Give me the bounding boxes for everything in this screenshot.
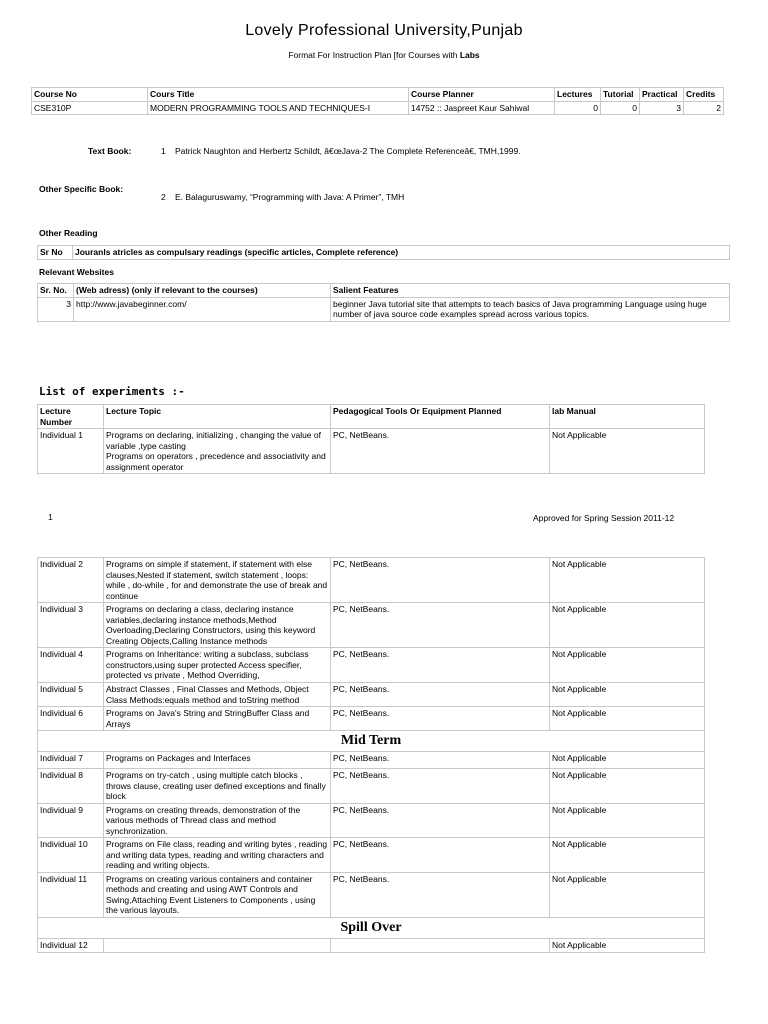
lecture-number: Individual 5 <box>38 683 104 707</box>
lecture-number: Individual 2 <box>38 558 104 603</box>
page-number: 1 <box>48 512 53 522</box>
websites-table <box>37 283 730 322</box>
lecture-number: Individual 8 <box>38 769 104 804</box>
lecture-topic: Programs on creating various containers and container methods and creating and using AWT Controls and Swing,Attaching Event Listeners to Components , using the various layouts. <box>104 872 331 917</box>
lecture-number: Individual 10 <box>38 838 104 873</box>
website-features: beginner Java tutorial site that attempts to teach basics of Java programming Language using huge number of java source code examples spread across various topics. <box>331 297 730 321</box>
experiment-row <box>38 429 705 474</box>
lecture-topic: Programs on declaring a class, declaring instance variables,declaring instance methods,Method Overloading,Declaring Constructors, using this keyword Creating Objects,Calling Instance methods <box>104 603 331 648</box>
lecture-number: Individual 6 <box>38 707 104 731</box>
col-web-address: (Web adress) (only if relevant to the courses) <box>74 284 331 298</box>
col-pedagogical-tools: Pedagogical Tools Or Equipment Planned <box>331 405 550 429</box>
lab-manual: Not Applicable <box>550 803 705 838</box>
subtitle-labs: Labs <box>459 50 480 60</box>
col-lectures: Lectures <box>555 88 601 102</box>
course-table-row <box>32 101 724 115</box>
lecture-topic: Programs on Inheritance: writing a subclass, subclass constructors,using super protected Access specifier, protected vs private , Method Overriding, <box>104 648 331 683</box>
lab-manual: Not Applicable <box>550 938 705 952</box>
lab-manual: Not Applicable <box>550 429 705 474</box>
col-course-planner: Course Planner <box>409 88 555 102</box>
pedagogical-tools <box>331 938 550 952</box>
col-tutorial: Tutorial <box>601 88 640 102</box>
lab-manual: Not Applicable <box>550 769 705 804</box>
pedagogical-tools: PC, NetBeans. <box>331 752 550 769</box>
experiment-row <box>38 769 705 804</box>
other-reading-table <box>37 245 730 260</box>
text-book-entry: Patrick Naughton and Herbertz Schildt, â€œJava-2 The Complete Referenceâ€, TMH,1999. <box>175 146 521 156</box>
subtitle-text: Format For Instruction Plan [for Courses with <box>288 50 460 60</box>
experiment-row <box>38 838 705 873</box>
other-book-number: 2 <box>161 192 166 202</box>
websites-header <box>38 284 730 298</box>
lecture-topic: Programs on declaring, initializing , changing the value of variable ,type casting Programs on operators , precedence and associativity and assignment operator <box>104 429 331 474</box>
col-salient-features: Salient Features <box>331 284 730 298</box>
lab-manual: Not Applicable <box>550 752 705 769</box>
experiment-row <box>38 938 705 952</box>
spill-over-row <box>38 917 705 938</box>
col-course-no: Course No <box>32 88 148 102</box>
col-journal-articles: Jouranls atricles as compulsary readings (specific articles, Complete reference) <box>73 246 730 260</box>
approval-note: Approved for Spring Session 2011-12 <box>533 513 675 523</box>
pedagogical-tools: PC, NetBeans. <box>331 429 550 474</box>
lecture-number: Individual 4 <box>38 648 104 683</box>
col-sr-no: Sr No <box>38 246 73 260</box>
experiment-row <box>38 603 705 648</box>
text-book-number: 1 <box>161 146 166 156</box>
col-practical: Practical <box>640 88 684 102</box>
lecture-topic <box>104 938 331 952</box>
lecture-number: Individual 7 <box>38 752 104 769</box>
other-book-entry: E. Balaguruswamy, “Programming with Java: A Primer”, TMH <box>175 192 405 202</box>
lecture-topic: Programs on simple if statement, if statement with else clauses,Nested if statement, switch statement , loops: while , do-while , for and demonstrate the use of break and continue <box>104 558 331 603</box>
experiments-table-page1 <box>37 404 705 474</box>
col-lab-manual: lab Manual <box>550 405 705 429</box>
tutorial-value: 0 <box>601 101 640 115</box>
other-reading-label: Other Reading <box>39 228 98 238</box>
other-book-label: Other Specific Book: <box>39 184 124 194</box>
experiment-row <box>38 558 705 603</box>
experiment-row <box>38 648 705 683</box>
lab-manual: Not Applicable <box>550 683 705 707</box>
experiment-row <box>38 707 705 731</box>
experiment-row <box>38 803 705 838</box>
col-credits: Credits <box>684 88 724 102</box>
lab-manual: Not Applicable <box>550 707 705 731</box>
lab-manual: Not Applicable <box>550 603 705 648</box>
other-reading-header <box>38 246 730 260</box>
lecture-topic: Programs on creating threads, demonstration of the various methods of Thread class and method synchronization. <box>104 803 331 838</box>
lecture-number: Individual 11 <box>38 872 104 917</box>
course-no: CSE310P <box>32 101 148 115</box>
mid-term-row <box>38 731 705 752</box>
course-table <box>31 87 724 115</box>
lecture-topic: Programs on File class, reading and writing bytes , reading and writing data types, reading and writing characters and reading and writing objects. <box>104 838 331 873</box>
experiments-heading: List of experiments :- <box>39 385 185 398</box>
text-book-label: Text Book: <box>88 146 132 156</box>
col-course-title: Cours Title <box>148 88 409 102</box>
lecture-number: Individual 9 <box>38 803 104 838</box>
experiments-header <box>38 405 705 429</box>
spill-over-heading: Spill Over <box>38 917 705 938</box>
pedagogical-tools: PC, NetBeans. <box>331 838 550 873</box>
col-lecture-number: Lecture Number <box>38 405 104 429</box>
lab-manual: Not Applicable <box>550 648 705 683</box>
websites-row <box>38 297 730 321</box>
pedagogical-tools: PC, NetBeans. <box>331 683 550 707</box>
website-sr-no: 3 <box>38 297 74 321</box>
course-title: MODERN PROGRAMMING TOOLS AND TECHNIQUES-I <box>148 101 409 115</box>
lectures-value: 0 <box>555 101 601 115</box>
lecture-topic: Programs on Java's String and StringBuffer Class and Arrays <box>104 707 331 731</box>
lab-manual: Not Applicable <box>550 838 705 873</box>
lab-manual: Not Applicable <box>550 872 705 917</box>
mid-term-heading: Mid Term <box>38 731 705 752</box>
course-planner: 14752 :: Jaspreet Kaur Sahiwal <box>409 101 555 115</box>
experiment-row <box>38 752 705 769</box>
pedagogical-tools: PC, NetBeans. <box>331 803 550 838</box>
pedagogical-tools: PC, NetBeans. <box>331 558 550 603</box>
pedagogical-tools: PC, NetBeans. <box>331 707 550 731</box>
lecture-number: Individual 1 <box>38 429 104 474</box>
pedagogical-tools: PC, NetBeans. <box>331 603 550 648</box>
lecture-topic: Programs on Packages and Interfaces <box>104 752 331 769</box>
pedagogical-tools: PC, NetBeans. <box>331 872 550 917</box>
lecture-topic: Abstract Classes , Final Classes and Methods, Object Class Methods:equals method and toString method <box>104 683 331 707</box>
relevant-websites-label: Relevant Websites <box>39 267 114 277</box>
pedagogical-tools: PC, NetBeans. <box>331 769 550 804</box>
col-lecture-topic: Lecture Topic <box>104 405 331 429</box>
lab-manual: Not Applicable <box>550 558 705 603</box>
practical-value: 3 <box>640 101 684 115</box>
website-link[interactable]: http://www.javabeginner.com/ <box>74 297 331 321</box>
lecture-number: Individual 3 <box>38 603 104 648</box>
col-sr-no: Sr. No. <box>38 284 74 298</box>
experiment-row <box>38 683 705 707</box>
university-title: Lovely Professional University,Punjab <box>245 22 523 39</box>
course-table-header <box>32 88 724 102</box>
lecture-number: Individual 12 <box>38 938 104 952</box>
lecture-topic: Programs on try-catch , using multiple catch blocks , throws clause, creating user defined exceptions and finally block <box>104 769 331 804</box>
experiments-table-page2 <box>37 557 705 953</box>
credits-value: 2 <box>684 101 724 115</box>
pedagogical-tools: PC, NetBeans. <box>331 648 550 683</box>
format-subtitle <box>0 50 768 60</box>
experiment-row <box>38 872 705 917</box>
